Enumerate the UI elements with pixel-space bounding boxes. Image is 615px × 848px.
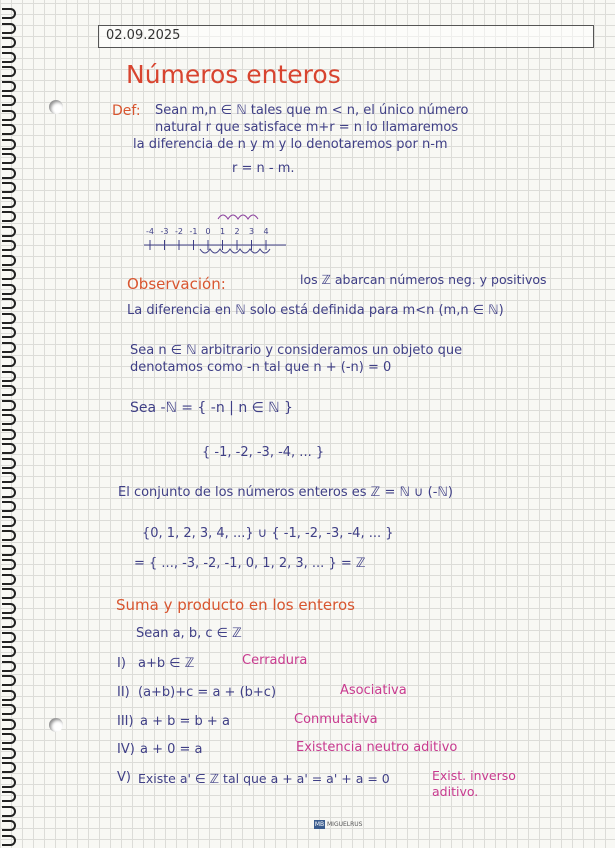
prop-name-continued: aditivo. [432,784,479,799]
spiral-ring [2,8,16,19]
section-intro: Sean a, b, c ∈ ℤ [136,626,242,641]
prop-expr: Existe a' ∈ ℤ tal que a + a' = a' + a = 0 [138,771,390,786]
spiral-ring [2,37,16,48]
number-line-label: -3 [160,227,169,236]
spiral-ring [2,110,16,121]
spiral-ring [2,458,16,469]
spiral-ring [2,342,16,353]
prop-name: Conmutativa [294,712,378,727]
spiral-ring [2,762,16,773]
neg-set-elements: { -1, -2, -3, -4, ... } [202,445,325,460]
definition-line-2: natural r que satisface m+r = n lo llamaremos [155,120,459,135]
spiral-ring [2,574,16,585]
spiral-ring [2,385,16,396]
spiral-ring [2,530,16,541]
spiral-ring [2,139,16,150]
spiral-ring [2,733,16,744]
forward-arcs [218,215,258,219]
footer-logo [314,820,363,829]
prop-expr: a + b = b + a [140,714,230,729]
punch-hole [49,718,63,732]
spiral-ring [2,371,16,382]
spiral-ring [2,487,16,498]
number-line-label: 3 [248,227,255,236]
spiral-ring [2,255,16,266]
prop-name: Exist. inverso [432,768,516,783]
number-line-label: -4 [146,227,154,236]
number-line-label: 2 [234,227,240,236]
spiral-ring [2,429,16,440]
number-line-label: 1 [219,227,226,236]
observation-text: La diferencia en ℕ solo está definida para m<n (m,n ∈ ℕ) [127,303,504,318]
section-heading: Suma y producto en los enteros [116,596,355,614]
prop-name: Asociativa [340,683,407,698]
spiral-ring [2,356,16,367]
logo-mark: MB [314,821,325,828]
spiral-ring [2,52,16,63]
prop-num: V) [117,770,131,785]
spiral-ring [2,675,16,686]
page-title: Números enteros [126,60,341,89]
spiral-ring [2,197,16,208]
prop-name: Cerradura [242,653,308,668]
spiral-ring [2,153,16,164]
spiral-ring [2,414,16,425]
spiral-ring [2,66,16,77]
punch-hole [49,100,63,114]
spiral-binding [0,0,22,848]
spiral-ring [2,313,16,324]
definition-line-3: la diferencia de n y m y lo denotaremos por n-m [133,137,448,152]
number-line-labels [146,227,269,236]
spiral-ring [2,661,16,672]
date: 02.09.2025 [106,28,181,43]
prop-name: Existencia neutro aditivo [296,740,458,755]
definition-line-1: Sean m,n ∈ ℕ tales que m < n, el único número [155,103,469,118]
spiral-ring [2,545,16,556]
number-line [140,205,290,265]
number-line-label: 0 [205,227,211,236]
spiral-ring [2,501,16,512]
spiral-ring [2,327,16,338]
spiral-ring [2,81,16,92]
spiral-ring [2,704,16,715]
spiral-ring [2,443,16,454]
sea-line-2: denotamos como -n tal que n + (-n) = 0 [130,360,392,375]
spiral-ring [2,588,16,599]
spiral-ring [2,719,16,730]
spiral-ring [2,835,16,846]
spiral-ring [2,516,16,527]
spiral-ring [2,820,16,831]
spiral-ring [2,646,16,657]
spiral-ring [2,226,16,237]
spiral-ring [2,284,16,295]
spiral-ring [2,472,16,483]
spiral-ring [2,23,16,34]
prop-num: III) [117,714,134,729]
prop-expr: a+b ∈ ℤ [138,656,195,671]
spiral-ring [2,559,16,570]
spiral-ring [2,806,16,817]
spiral-ring [2,400,16,411]
spiral-ring [2,748,16,759]
prop-num: I) [117,656,126,671]
number-line-label: -2 [175,227,183,236]
spiral-ring [2,182,16,193]
prop-num: II) [117,685,130,700]
spiral-ring [2,617,16,628]
backward-arcs [200,249,270,253]
spiral-ring [2,632,16,643]
spiral-ring [2,211,16,222]
prop-expr: (a+b)+c = a + (b+c) [138,685,277,700]
definition-formula: r = n - m. [232,161,295,176]
integers-result: = { ..., -3, -2, -1, 0, 1, 2, 3, ... } = ℤ [134,556,366,571]
neg-set-definition: Sea -ℕ = { -n | n ∈ ℕ } [130,400,293,416]
observation-note: los ℤ abarcan números neg. y positivos [300,272,547,287]
spiral-ring [2,168,16,179]
spiral-ring [2,298,16,309]
spiral-ring [2,269,16,280]
number-line-label: -1 [189,227,198,236]
logo-brand: MIGUELRUS [327,821,363,828]
definition-label: Def: [112,103,141,119]
spiral-ring [2,777,16,788]
spiral-ring [2,603,16,614]
number-line-label: 4 [263,227,269,236]
prop-expr: a + 0 = a [140,742,203,757]
spiral-ring [2,124,16,135]
spiral-ring [2,95,16,106]
spiral-ring [2,791,16,802]
spiral-ring [2,690,16,701]
integers-union: {0, 1, 2, 3, 4, ...} ∪ { -1, -2, -3, -4, ... } [142,526,394,541]
sea-line-1: Sea n ∈ ℕ arbitrario y consideramos un objeto que [130,343,463,358]
observation-label: Observación: [127,275,226,293]
spiral-ring [2,240,16,251]
integers-sentence: El conjunto de los números enteros es ℤ = ℕ ∪ (-ℕ) [118,485,453,500]
prop-num: IV) [117,742,135,757]
